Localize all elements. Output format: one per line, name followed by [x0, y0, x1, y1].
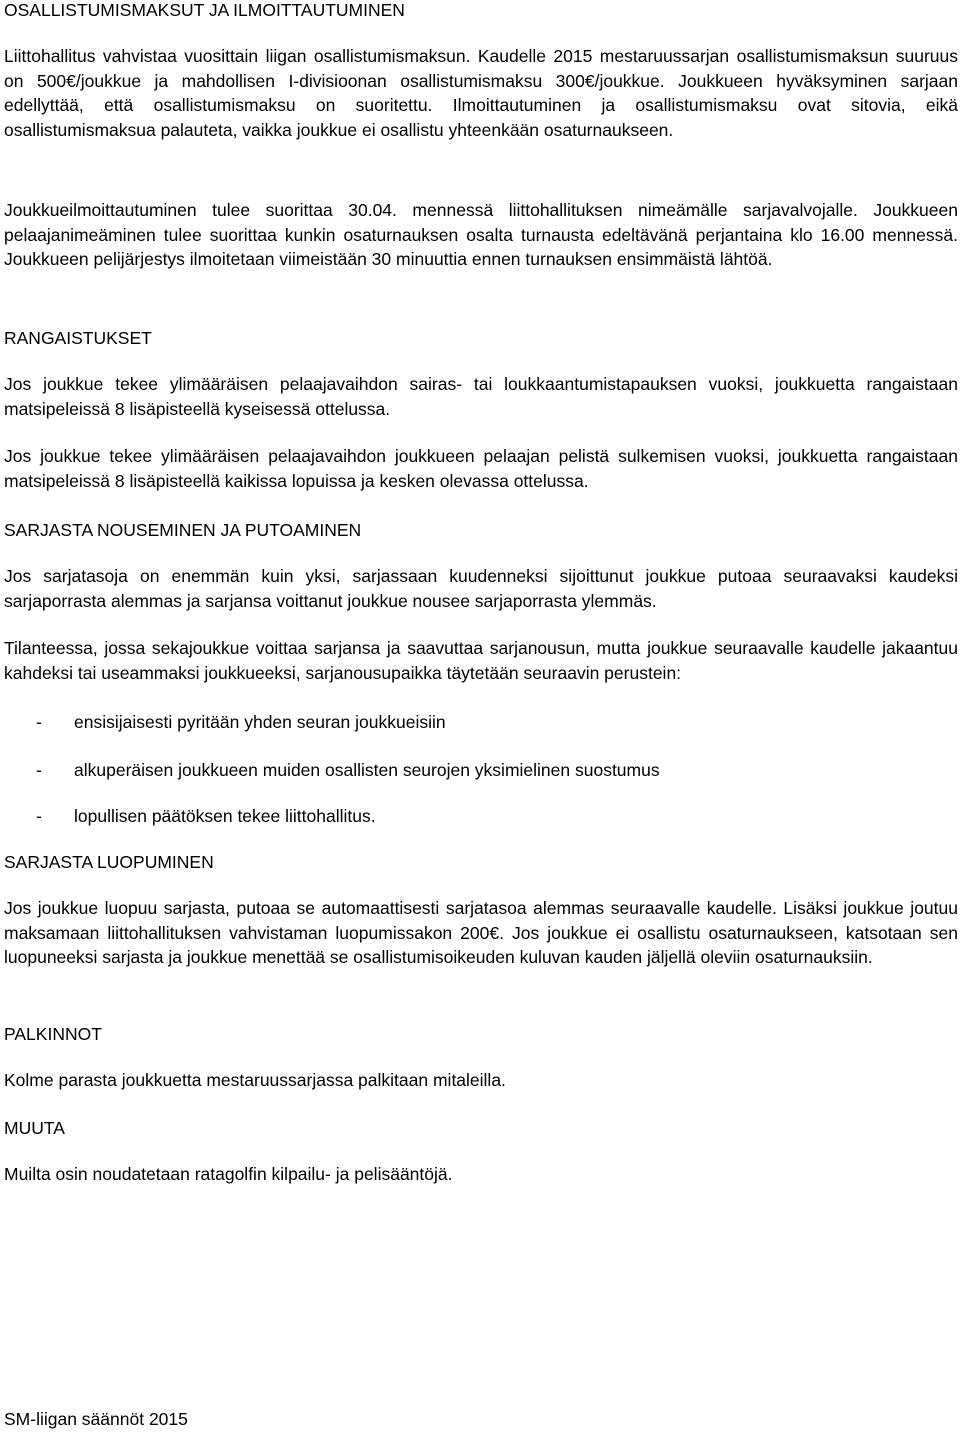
- fees-heading: OSALLISTUMISMAKSUT JA ILMOITTAUTUMINEN: [4, 0, 405, 20]
- fees-paragraph-1: Liittohallitus vahvistaa vuosittain liigan osallistumismaksun. Kaudelle 2015 mestaruussarjan osallistumismaksun suuruus on 500€/joukkue ja mahdollisen I-divisioonan osallistumismaksu 300€/joukkue. Joukkueen hyväksyminen sarjaan edellyttää, että osallistumismaksu on suoritettu. Ilmoittautuminen ja osallistumismaksu ovat sitovia, eikä osallistumismaksua palauteta, vaikka joukkue ei osallistu yhteenkään osaturnaukseen.: [4, 46, 958, 140]
- penalties-paragraph-2: Jos joukkue tekee ylimääräisen pelaajavaihdon joukkueen pelaajan pelistä sulkemisen vuoksi, joukkuetta rangaistaan matsipeleissä 8 lisäpisteellä kaikissa lopuissa ja kesken olevassa ottelussa.: [4, 446, 958, 491]
- list-item-text: ensisijaisesti pyritään yhden seuran joukkueisiin: [74, 712, 446, 732]
- other-paragraph: Muilta osin noudatetaan ratagolfin kilpailu- ja pelisääntöjä.: [4, 1164, 453, 1184]
- prizes-paragraph: Kolme parasta joukkuetta mestaruussarjassa palkitaan mitaleilla.: [4, 1070, 506, 1090]
- list-dash: -: [36, 806, 42, 826]
- promotion-heading: SARJASTA NOUSEMINEN JA PUTOAMINEN: [4, 520, 362, 540]
- page-footer: SM-liigan säännöt 2015: [4, 1409, 188, 1429]
- penalties-paragraph-1: Jos joukkue tekee ylimääräisen pelaajavaihdon sairas- tai loukkaantumistapauksen vuoksi, joukkuetta rangaistaan matsipeleissä 8 lisäpisteellä kyseisessä ottelussa.: [4, 374, 958, 419]
- list-dash: -: [36, 760, 42, 780]
- fees-paragraph-2: Joukkueilmoittautuminen tulee suorittaa 30.04. mennessä liittohallituksen nimeämälle sarjavalvojalle. Joukkueen pelaajanimeäminen tulee suorittaa kunkin osaturnauksen osalta turnausta edeltävänä perjantaina klo 16.00 mennessä. Joukkueen pelijärjestys ilmoitetaan viimeistään 30 minuuttia ennen turnauksen ensimmäistä lähtöä.: [4, 200, 958, 269]
- other-heading: MUUTA: [4, 1118, 65, 1138]
- penalties-heading: RANGAISTUKSET: [4, 328, 152, 348]
- list-item-text: lopullisen päätöksen tekee liittohallitus.: [74, 806, 376, 826]
- prizes-heading: PALKINNOT: [4, 1024, 102, 1044]
- promotion-paragraph-2: Tilanteessa, jossa sekajoukkue voittaa sarjansa ja saavuttaa sarjanousun, mutta joukkue seuraavalle kaudelle jakaantuu kahdeksi tai useammaksi joukkueeksi, sarjanousupaikka täytetään seuraavin perustein:: [4, 638, 958, 683]
- withdrawal-heading: SARJASTA LUOPUMINEN: [4, 852, 214, 872]
- list-dash: -: [36, 712, 42, 732]
- withdrawal-paragraph: Jos joukkue luopuu sarjasta, putoaa se automaattisesti sarjatasoa alemmas seuraavalle kaudelle. Lisäksi joukkue joutuu maksamaan liittohallituksen vahvistaman luopumissakon 200€. Jos joukkue ei osallistu osaturnaukseen, katsotaan sen luopuneeksi sarjasta ja joukkue menettää se osallistumisoikeuden kuluvan kauden jäljellä oleviin osaturnauksiin.: [4, 898, 958, 967]
- promotion-paragraph-1: Jos sarjatasoja on enemmän kuin yksi, sarjassaan kuudenneksi sijoittunut joukkue putoaa seuraavaksi kaudeksi sarjaporrasta alemmas ja sarjansa voittanut joukkue nousee sarjaporrasta ylemmäs.: [4, 566, 958, 611]
- list-item-text: alkuperäisen joukkueen muiden osallisten seurojen yksimielinen suostumus: [74, 760, 660, 780]
